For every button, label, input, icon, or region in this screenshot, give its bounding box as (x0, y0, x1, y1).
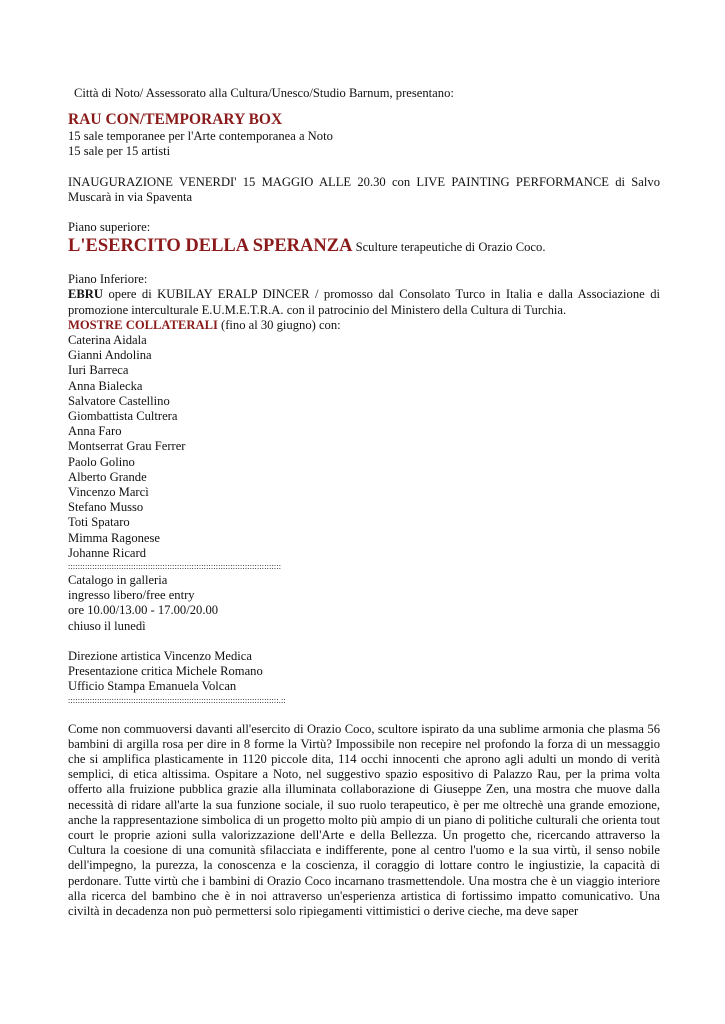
ebru-paragraph (68, 287, 660, 317)
upper-floor-line (68, 235, 660, 257)
artist-name: Anna Faro (68, 424, 122, 439)
artist-list (68, 333, 660, 561)
artist-name: Paolo Golino (68, 454, 135, 469)
info-line: chiuso il lunedì (68, 618, 146, 633)
artist-name: Mimma Ragonese (68, 530, 160, 545)
collateral-text: (fino al 30 giugno) con: (217, 317, 341, 332)
upper-floor-title: L'ESERCITO DELLA SPERANZA (68, 236, 353, 257)
credits-block (68, 649, 660, 695)
credit-line: Direzione artistica Vincenzo Medica (68, 648, 252, 663)
upper-floor-label: Piano superiore: (68, 220, 151, 235)
intro-line: Città di Noto/ Assessorato alla Cultura/Unesco/Studio Barnum, presentano: (74, 86, 454, 100)
upper-floor-desc: Sculture terapeutiche di Orazio Coco. (352, 240, 546, 255)
artist-name: Anna Bialecka (68, 378, 143, 393)
info-line: ore 10.00/13.00 - 17.00/20.00 (68, 603, 219, 618)
lower-floor-label: Piano Inferiore: (68, 272, 148, 287)
collateral-line (68, 318, 660, 333)
separator-dots: :::::::::::::::::::::::::::::::::::::::::::::::::::::::::::::::::::::::::::::::::::::::: (68, 562, 282, 572)
inauguration-text: INAUGURAZIONE VENERDI' 15 MAGGIO ALLE 20.30 con LIVE PAINTING PERFORMANCE di Salvo Muscarà in via Spaventa (68, 174, 660, 204)
separator-dots: :::::::::::::::::::::::::::::::::::::::::::::::::::::::::::::::::::::::::::::::::::::::.:: (68, 695, 286, 705)
body-paragraph: Come non commuoversi davanti all'esercito di Orazio Coco, scultore ispirato da una sublime armonia che plasma 56 bambini di argilla rosa per dire in 8 forme la Virtù? Impossibile non recepire nel profondo la forza di un messaggio che si amplifica plasticamente in 1120 piccole dita, 114 occhi innocenti che aprono agli adulti un mondo di verità semplici, di etica altissima. Ospitare a Noto, nel suggestivo spazio espositivo di Palazzo Rau, per la prima volta offerto alla fruizione pubblica grazie alla illuminata collaborazione di Giuseppe Zen, una mostra che muove dalla necessità di ridare all'arte la sua funzione sociale, il suo ruolo terapeutico, è per me oltrechè una grande emozione, anche la rappresentazione simbolica di un progetto molto più ampio di un piano di politiche culturali che orienta tout court le proprie azioni sulla valorizzazione dell'Arte e della Bellezza. Un progetto che, ricercando attraverso la Cultura la coesione di una comunità sfilacciata e indifferente, pone al centro l'uomo e la sua virtù, il senso nobile dell'impegno, la purezza, la conoscenza e la coscienza, il coraggio di lottare contro le ingiustizie, la capacità di perdonare. Tutte virtù che i bambini di Orazio Coco incarnano trasmettendole. Una mostra che è un viaggio interiore alla ricerca del bambino che è in noi attraverso un'esperienza artistica di fortissimo impatto comunicativo. Una civiltà in decadenza non può permettersi solo ripiegamenti vittimistici o derive cieche, ma deve saper (68, 721, 660, 918)
artist-name: Johanne Ricard (68, 545, 146, 560)
collateral-label: MOSTRE COLLATERALI (68, 317, 218, 332)
ebru-label: EBRU (68, 287, 103, 302)
event-title: RAU CON/TEMPORARY BOX (68, 111, 283, 129)
artist-name: Montserrat Grau Ferrer (68, 439, 186, 454)
ebru-text: opere di KUBILAY ERALP DINCER / promosso dal Consolato Turco in Italia e dalla Associazione di promozione interculturale E.U.M.E.T.R.A. con il patrocinio del Ministero della Cultura di Turchia. (68, 287, 660, 317)
info-block (68, 573, 660, 634)
subtitle-1: 15 sale temporanee per l'Arte contemporanea a Noto (68, 129, 333, 144)
credit-line: Presentazione critica Michele Romano (68, 664, 263, 679)
info-line: ingresso libero/free entry (68, 588, 195, 603)
artist-name: Alberto Grande (68, 469, 147, 484)
artist-name: Caterina Aidala (68, 333, 147, 348)
artist-name: Toti Spataro (68, 515, 130, 530)
artist-name: Salvatore Castellino (68, 393, 170, 408)
document-page (68, 86, 660, 919)
subtitle-2: 15 sale per 15 artisti (68, 144, 171, 159)
artist-name: Stefano Musso (68, 500, 144, 515)
artist-name: Vincenzo Marcì (68, 485, 149, 500)
artist-name: Gianni Andolina (68, 348, 152, 363)
artist-name: Giombattista Cultrera (68, 409, 178, 424)
info-line: Catalogo in galleria (68, 573, 168, 588)
artist-name: Iuri Barreca (68, 363, 129, 378)
credit-line: Ufficio Stampa Emanuela Volcan (68, 679, 237, 694)
